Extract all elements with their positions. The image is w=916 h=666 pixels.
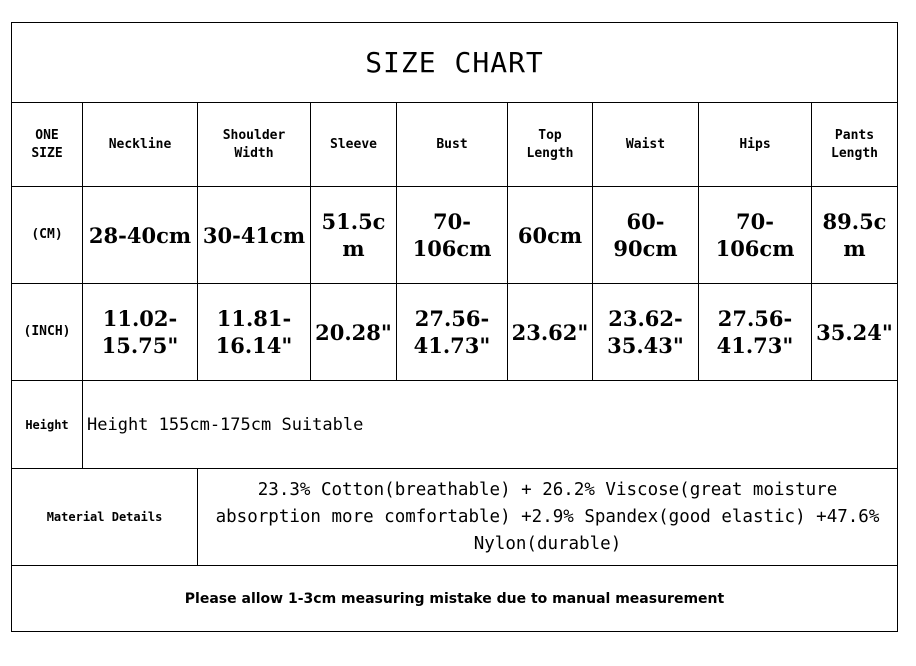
header-hips: Hips (699, 103, 812, 186)
cm-top-length: 60cm (508, 187, 593, 283)
header-one-size: ONE SIZE (12, 103, 83, 186)
inch-waist: 23.62- 35.43" (593, 284, 699, 380)
inch-bust: 27.56- 41.73" (397, 284, 508, 380)
measurement-note: Please allow 1-3cm measuring mistake due to manual measurement (184, 590, 725, 607)
inch-label: (INCH) (12, 284, 83, 380)
cm-label: (CM) (12, 187, 83, 283)
height-value: Height 155cm-175cm Suitable (87, 414, 364, 435)
header-waist: Waist (593, 103, 699, 186)
header-pants-length: Pants Length (831, 127, 878, 161)
inch-sleeve: 20.28" (311, 284, 397, 380)
inch-shoulder-width: 11.81- 16.14" (198, 284, 311, 380)
cm-hips: 70- 106cm (699, 187, 812, 283)
inch-row (12, 284, 897, 381)
height-row (12, 381, 897, 469)
header-bust: Bust (397, 103, 508, 186)
cm-waist: 60- 90cm (593, 187, 699, 283)
header-row (12, 103, 897, 187)
cm-sleeve: 51.5c m (311, 187, 397, 283)
size-chart-table (11, 22, 898, 632)
note-row (12, 566, 897, 631)
header-neckline: Neckline (83, 103, 198, 186)
header-top-length: Top Length (508, 103, 593, 186)
material-value: 23.3% Cotton(breathable) + 26.2% Viscose(great moisture absorption more comfortable) +2.9% Spandex(good elastic) +47.6% Nylon(durable) (215, 479, 880, 554)
title-row (12, 23, 897, 103)
material-row (12, 469, 897, 566)
inch-pants-length: 35.24" (816, 319, 893, 345)
cm-shoulder-width: 30-41cm (198, 187, 311, 283)
cm-neckline: 28-40cm (83, 187, 198, 283)
chart-title: SIZE CHART (365, 46, 544, 79)
height-label: Height (12, 381, 83, 468)
cm-row (12, 187, 897, 284)
inch-neckline: 11.02- 15.75" (83, 284, 198, 380)
cm-pants-length: 89.5c m (822, 209, 887, 261)
header-shoulder-width: Shoulder Width (198, 103, 311, 186)
header-sleeve: Sleeve (311, 103, 397, 186)
cm-bust: 70- 106cm (397, 187, 508, 283)
inch-hips: 27.56- 41.73" (699, 284, 812, 380)
material-label: Material Details (12, 469, 198, 565)
inch-top-length: 23.62" (508, 284, 593, 380)
